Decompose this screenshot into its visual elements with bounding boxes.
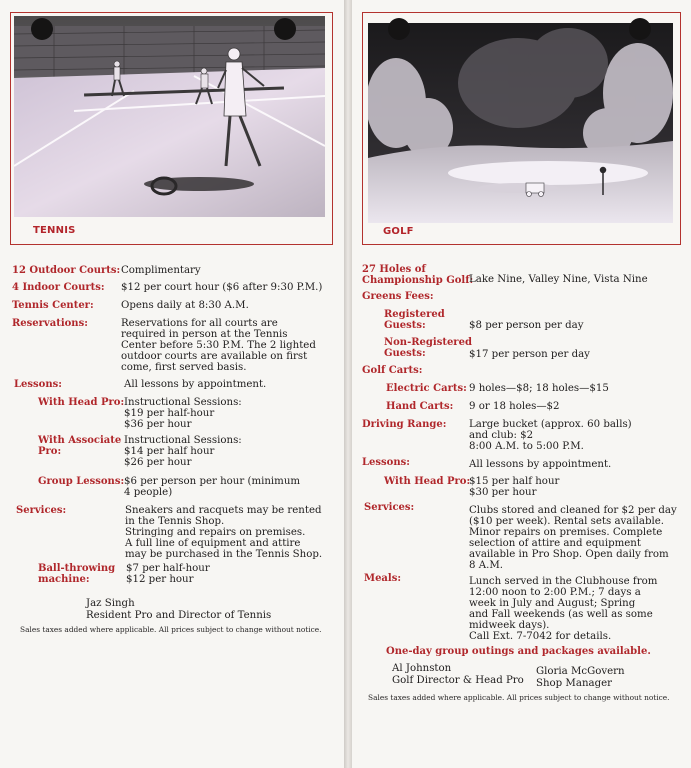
- meals-label: Meals:: [364, 573, 402, 584]
- tennis-panel: [0, 0, 344, 768]
- binder-hole: [388, 18, 410, 40]
- golf-carts-label: Golf Carts:: [362, 365, 423, 376]
- tennis-footnote: Sales taxes added where applicable. All prices subject to change without notice.: [20, 625, 322, 634]
- tennis-center-value: Opens daily at 8:30 A.M.: [121, 300, 249, 311]
- hand-carts-label: Hand Carts:: [386, 401, 454, 412]
- golf-head-pro-value: $15 per half hour $30 per hour: [469, 476, 560, 498]
- head-pro-value: Instructional Sessions: $19 per half-hour $36 per hour: [124, 397, 242, 430]
- golf-head-pro-label: With Head Pro:: [384, 476, 471, 487]
- shop-manager-signature: Gloria McGovern Shop Manager: [536, 666, 625, 689]
- holes-label: 27 Holes of Championship Golf:: [362, 264, 474, 286]
- meals-value: Lunch served in the Clubhouse from 12:00 noon to 2:00 P.M.; 7 days a week in July and August; Spring and Fall weekends (as well as some midweek days). Call Ext. 7-7042 for details.: [469, 576, 658, 642]
- page-fold: [344, 0, 352, 768]
- driving-range-label: Driving Range:: [362, 419, 447, 430]
- lessons-label: Lessons:: [14, 379, 62, 390]
- driving-range-value: Large bucket (approx. 60 balls) and club: $2 8:00 A.M. to 5:00 P.M.: [469, 419, 632, 452]
- golf-caption: GOLF: [383, 226, 414, 237]
- golf-lessons-value: All lessons by appointment.: [469, 459, 612, 470]
- tennis-center-label: Tennis Center:: [12, 300, 94, 311]
- golf-photo-frame: [362, 12, 681, 245]
- binder-hole: [274, 18, 296, 40]
- group-lessons-label: Group Lessons:: [38, 476, 125, 487]
- group-outings-note: One-day group outings and packages available.: [386, 646, 651, 657]
- golf-photo: [368, 23, 673, 223]
- reservations-label: Reservations:: [12, 318, 88, 329]
- head-pro-label: With Head Pro:: [38, 397, 125, 408]
- associate-pro-value: Instructional Sessions: $14 per half hour $26 per hour: [124, 435, 242, 468]
- electric-carts-label: Electric Carts:: [386, 383, 467, 394]
- non-registered-guests-value: $17 per person per day: [469, 349, 590, 360]
- non-registered-guests-label: Non-Registered Guests:: [384, 337, 472, 359]
- indoor-courts-label: 4 Indoor Courts:: [12, 282, 105, 293]
- tennis-director-signature: Jaz Singh Resident Pro and Director of Tennis: [86, 598, 272, 621]
- tennis-photo-frame: [10, 12, 333, 245]
- services-label: Services:: [16, 505, 67, 516]
- golf-services-label: Services:: [364, 502, 415, 513]
- services-value: Sneakers and racquets may be rented in the Tennis Shop. Stringing and repairs on premises. A full line of equipment and attire may be purchased in the Tennis Shop.: [125, 505, 323, 560]
- greens-fees-label: Greens Fees:: [362, 291, 434, 302]
- tennis-caption: TENNIS: [33, 225, 76, 236]
- golf-director-signature: Al Johnston Golf Director & Head Pro: [392, 663, 524, 686]
- reservations-value: Reservations for all courts are required in person at the Tennis Center before 5:30 P.M. The 2 lighted outdoor courts are available on first come, first served basis.: [121, 318, 316, 373]
- binder-hole: [629, 18, 651, 40]
- lessons-value: All lessons by appointment.: [124, 379, 267, 390]
- outdoor-courts-label: 12 Outdoor Courts:: [12, 265, 121, 276]
- registered-guests-label: Registered Guests:: [384, 309, 445, 331]
- group-lessons-value: $6 per person per hour (minimum 4 people): [124, 476, 301, 498]
- golf-footnote: Sales taxes added where applicable. All prices subject to change without notice.: [368, 693, 670, 702]
- outdoor-courts-value: Complimentary: [121, 265, 201, 276]
- tennis-photo: [14, 16, 325, 217]
- indoor-courts-value: $12 per court hour ($6 after 9:30 P.M.): [121, 282, 323, 293]
- electric-carts-value: 9 holes—$8; 18 holes—$15: [469, 383, 609, 394]
- hand-carts-value: 9 or 18 holes—$2: [469, 401, 560, 412]
- binder-hole: [31, 18, 53, 40]
- golf-panel: [352, 0, 691, 768]
- golf-lessons-label: Lessons:: [362, 457, 410, 468]
- ball-machine-label: Ball-throwing machine:: [38, 563, 116, 585]
- golf-services-value: Clubs stored and cleaned for $2 per day ($10 per week). Rental sets available. Minor repairs on premises. Complete selection of attire and equipment available in Pro Shop. Open daily from 8 A.M.: [469, 505, 677, 571]
- associate-pro-label: With Associate Pro:: [38, 435, 122, 457]
- ball-machine-value: $7 per half-hour $12 per hour: [126, 563, 210, 585]
- holes-value: Lake Nine, Valley Nine, Vista Nine: [469, 274, 648, 285]
- registered-guests-value: $8 per person per day: [469, 320, 584, 331]
